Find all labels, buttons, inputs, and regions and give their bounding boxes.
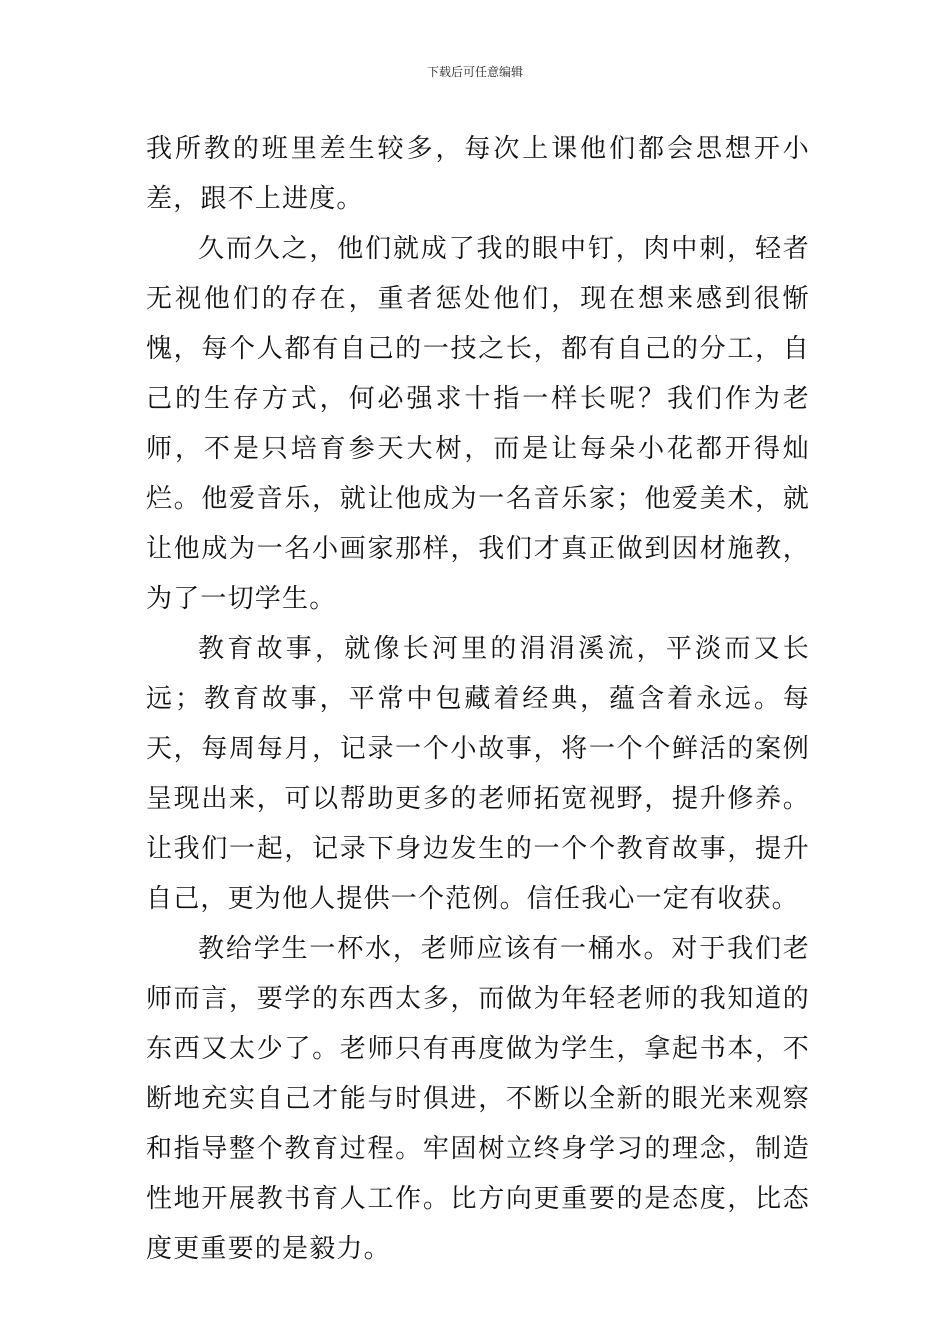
paragraph-3: 教育故事，就像长河里的涓涓溪流，平淡而又长远；教育故事，平常中包藏着经典，蕴含着永远。每天，每周每月，记录一个小故事，将一个个鲜活的案例呈现出来，可以帮助更多的老师拓宽视野，提升修养。让我们一起，记录下身边发生的一个个教育故事，提升自己，更为他人提供一个范例。信任我心一定有收获。 xyxy=(146,634,810,914)
paragraph-1: 我所教的班里差生较多，每次上课他们都会思想开小差，跟不上进度。 xyxy=(146,134,810,214)
page-header: 下载后可任意编辑 xyxy=(426,65,523,79)
paragraph-2: 久而久之，他们就成了我的眼中钉，肉中刺，轻者无视他们的存在，重者惩处他们，现在想来感到很惭愧，每个人都有自己的一技之长，都有自己的分工，自己的生存方式，何必强求十指一样长呢？我们作为老师，不是只培育参天大树，而是让每朵小花都开得灿烂。他爱音乐，就让他成为一名音乐家；他爱美术，就让他成为一名小画家那样，我们才真正做到因材施教，为了一切学生。 xyxy=(146,234,810,614)
document-body xyxy=(146,124,810,1274)
paragraph-4: 教给学生一杯水，老师应该有一桶水。对于我们老师而言，要学的东西太多，而做为年轻老师的我知道的东西又太少了。老师只有再度做为学生，拿起书本，不断地充实自己才能与时俱进，不断以全新的眼光来观察和指导整个教育过程。牢固树立终身学习的理念，制造性地开展教书育人工作。比方向更重要的是态度，比态度更重要的是毅力。 xyxy=(146,934,810,1264)
